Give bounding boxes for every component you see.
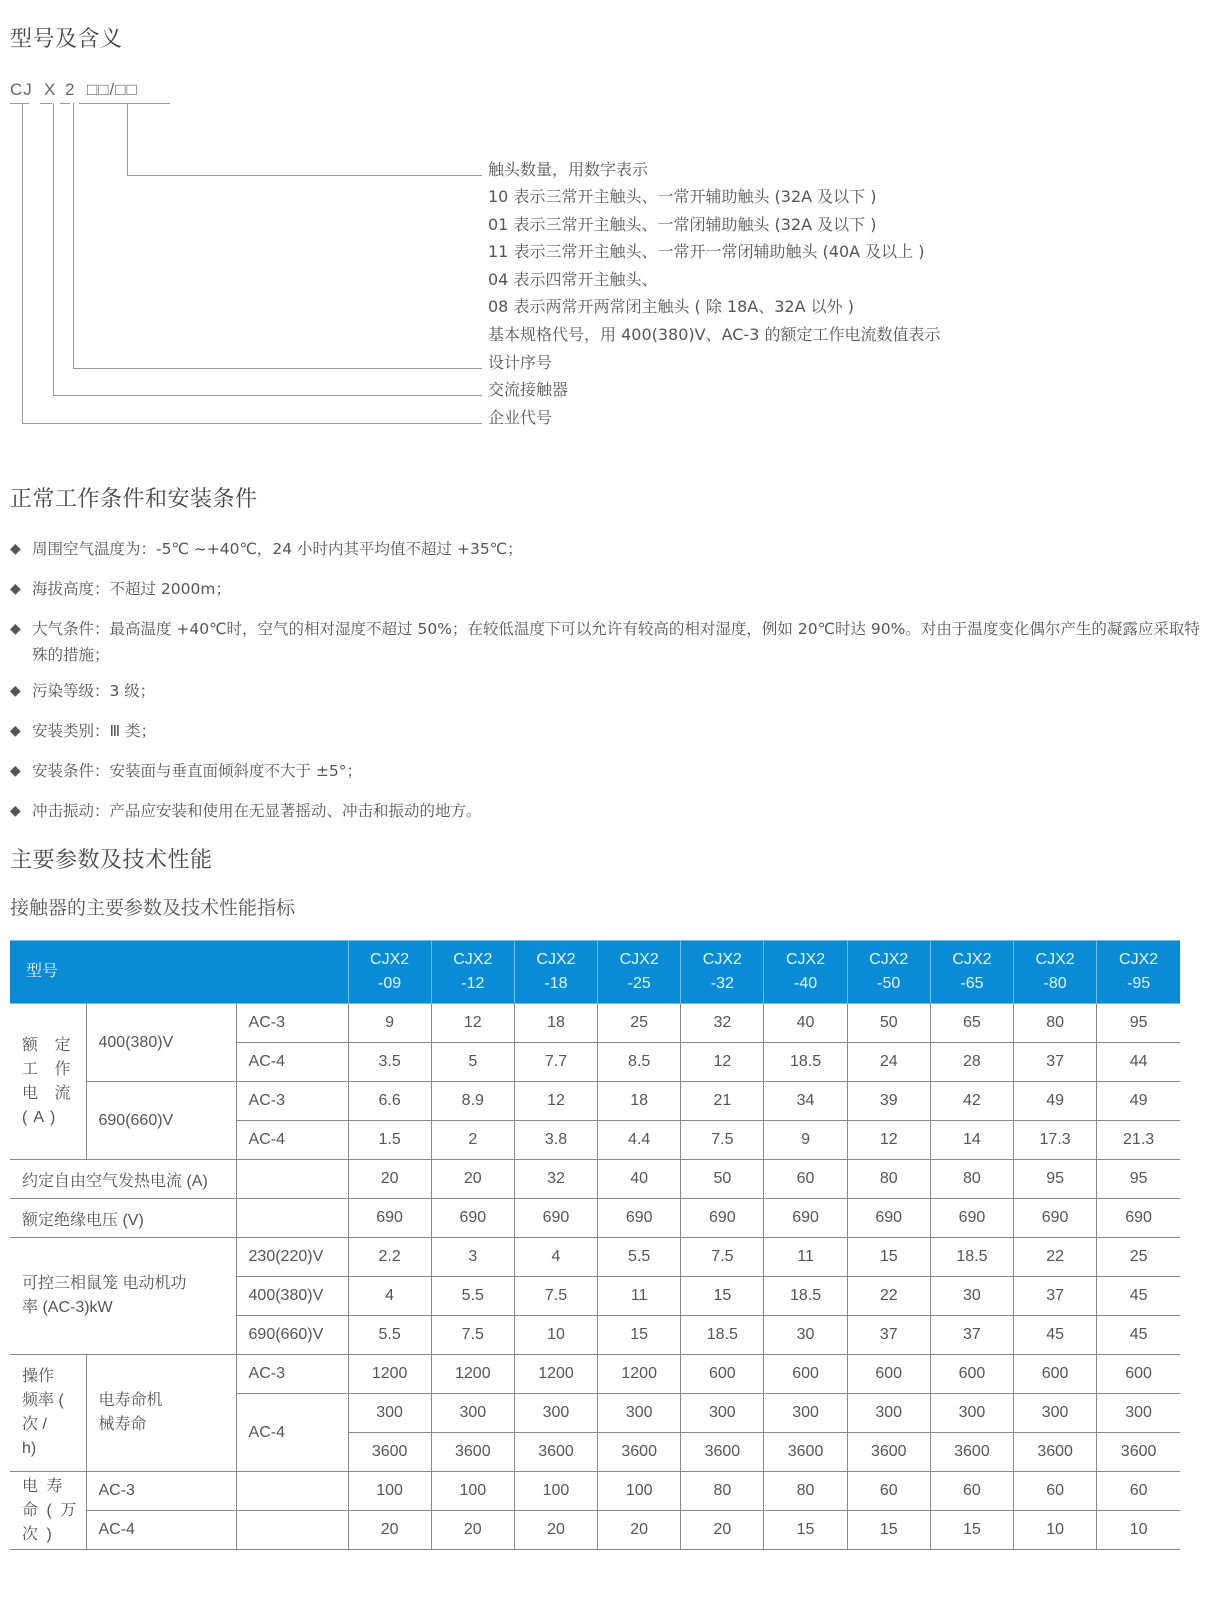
value-cell: 18.5 [764, 1277, 847, 1316]
voltage-cell: 230(220)V [236, 1238, 348, 1277]
value-cell: 20 [598, 1511, 681, 1550]
value-cell: 3600 [930, 1433, 1013, 1472]
model-series: CJX2 [453, 951, 493, 968]
diamond-bullet-icon: ◆ [10, 683, 21, 699]
value-cell: 21 [681, 1082, 764, 1121]
value-cell: 20 [431, 1160, 514, 1199]
value-cell: 100 [431, 1472, 514, 1511]
table-row [10, 1004, 1180, 1043]
value-cell: 18.5 [764, 1043, 847, 1082]
value-cell: 3.8 [514, 1121, 597, 1160]
leader-2-h [73, 368, 482, 369]
value-cell: 3600 [1014, 1433, 1097, 1472]
value-cell: 15 [847, 1238, 930, 1277]
value-cell: 28 [930, 1043, 1013, 1082]
value-cell: 7.5 [431, 1316, 514, 1355]
value-cell: 22 [1014, 1238, 1097, 1277]
value-cell: 25 [598, 1004, 681, 1043]
voltage-cell: 690(660)V [236, 1316, 348, 1355]
list-item: ◆ 海拔高度：不超过 2000m； [10, 576, 1200, 602]
value-cell: 300 [764, 1394, 847, 1433]
value-cell: 600 [1014, 1355, 1097, 1394]
value-cell: 4 [348, 1277, 431, 1316]
value-cell: 25 [1097, 1238, 1180, 1277]
value-cell: 22 [847, 1277, 930, 1316]
header-model-12 [431, 941, 514, 1004]
value-cell: 37 [930, 1316, 1013, 1355]
value-cell: 60 [764, 1160, 847, 1199]
desc-base-spec: 基本规格代号，用 400(380)V、AC-3 的额定工作电流数值表示 [488, 325, 941, 344]
value-cell: 300 [514, 1394, 597, 1433]
header-model-80 [1014, 941, 1097, 1004]
row-label-insulation-voltage: 额定绝缘电压 (V) [10, 1199, 236, 1238]
voltage-400: 400(380)V [86, 1004, 236, 1082]
row-label-thermal-current: 约定自由空气发热电流 (A) [10, 1160, 236, 1199]
desc-company-code: 企业代号 [488, 408, 553, 427]
model-size: -09 [378, 975, 402, 992]
code-cj: CJ [10, 80, 33, 99]
model-series: CJX2 [952, 951, 992, 968]
leader-boxes-h [127, 175, 482, 176]
value-cell: 49 [1014, 1082, 1097, 1121]
value-cell: 11 [598, 1277, 681, 1316]
value-cell: 4 [514, 1238, 597, 1277]
value-cell: 7.5 [514, 1277, 597, 1316]
empty-cell [236, 1160, 348, 1199]
value-cell: 3 [431, 1238, 514, 1277]
value-cell: 80 [930, 1160, 1013, 1199]
value-cell: 690 [1097, 1199, 1180, 1238]
diamond-bullet-icon: ◆ [10, 723, 21, 739]
value-cell: 5.5 [431, 1277, 514, 1316]
row-label-motor-power: 可控三相鼠笼 电动机功率 (AC-3)kW [10, 1238, 236, 1355]
value-cell: 30 [764, 1316, 847, 1355]
category-ac4: AC-4 [236, 1043, 348, 1082]
model-series: CJX2 [785, 951, 826, 968]
value-cell: 1200 [514, 1355, 597, 1394]
list-item: ◆ 冲击振动：产品应安装和使用在无显著摇动、冲击和振动的地方。 [10, 798, 1200, 824]
list-item: ◆ 大气条件：最高温度 +40℃时，空气的相对湿度不超过 50%；在较低温度下可以允许有较高的相对湿度，例如 20℃时达 90%。对由于温度变化偶尔产生的凝露应采取特殊的措施； [10, 616, 1200, 668]
value-cell: 37 [847, 1316, 930, 1355]
value-cell: 11 [764, 1238, 847, 1277]
model-size: -12 [461, 975, 485, 992]
value-cell: 3600 [431, 1433, 514, 1472]
value-cell: 690 [764, 1199, 847, 1238]
value-cell: 5 [431, 1043, 514, 1082]
value-cell: 690 [348, 1199, 431, 1238]
model-size: -50 [877, 975, 901, 992]
category-ac3: AC-3 [236, 1082, 348, 1121]
value-cell: 12 [514, 1082, 597, 1121]
diamond-bullet-icon: ◆ [10, 581, 21, 597]
diamond-bullet-icon: ◆ [10, 803, 21, 819]
category-ac4: AC-4 [86, 1511, 236, 1550]
value-cell: 3600 [681, 1433, 764, 1472]
value-cell: 32 [514, 1160, 597, 1199]
header-model-18 [514, 941, 597, 1004]
table-row [10, 1511, 1180, 1550]
voltage-690: 690(660)V [86, 1082, 236, 1160]
table-row [10, 1238, 1180, 1277]
value-cell: 10 [514, 1316, 597, 1355]
value-cell: 15 [930, 1511, 1013, 1550]
table-row [10, 1160, 1180, 1199]
value-cell: 3600 [348, 1433, 431, 1472]
category-ac4: AC-4 [236, 1394, 348, 1472]
value-cell: 2 [431, 1121, 514, 1160]
value-cell: 20 [514, 1511, 597, 1550]
value-cell: 39 [847, 1082, 930, 1121]
value-cell: 3600 [847, 1433, 930, 1472]
section-title-parameters: 主要参数及技术性能 [10, 848, 213, 873]
value-cell: 600 [847, 1355, 930, 1394]
desc-08: 08 表示两常开两常闭主触头 ( 除 18A、32A 以外 ) [488, 297, 854, 316]
value-cell: 18 [514, 1004, 597, 1043]
value-cell: 80 [847, 1160, 930, 1199]
category-ac3: AC-3 [86, 1472, 236, 1511]
leader-2-v [73, 103, 74, 369]
value-cell: 34 [764, 1082, 847, 1121]
model-size: -32 [710, 975, 734, 992]
value-cell: 45 [1097, 1277, 1180, 1316]
conditions-list [10, 536, 1200, 838]
value-cell: 9 [348, 1004, 431, 1043]
value-cell: 1200 [598, 1355, 681, 1394]
underline-boxes [79, 103, 170, 104]
empty-cell [236, 1472, 348, 1511]
value-cell: 10 [1097, 1511, 1180, 1550]
value-cell: 100 [598, 1472, 681, 1511]
value-cell: 45 [1014, 1316, 1097, 1355]
desc-design-no: 设计序号 [488, 353, 553, 372]
value-cell: 690 [930, 1199, 1013, 1238]
header-model-95 [1097, 941, 1180, 1004]
value-cell: 45 [1097, 1316, 1180, 1355]
header-model-32 [681, 941, 764, 1004]
diamond-bullet-icon: ◆ [10, 621, 21, 637]
leader-x-v [53, 103, 54, 396]
header-model-40 [764, 941, 847, 1004]
model-series: CJX2 [1119, 951, 1159, 968]
model-size: -95 [1127, 975, 1151, 992]
life-label: 电寿命机 械寿命 [86, 1355, 236, 1472]
value-cell: 7.5 [681, 1238, 764, 1277]
value-cell: 14 [930, 1121, 1013, 1160]
model-series: CJX2 [702, 951, 742, 968]
value-cell: 50 [681, 1160, 764, 1199]
table-subtitle: 接触器的主要参数及技术性能指标 [10, 897, 296, 919]
value-cell: 3.5 [348, 1043, 431, 1082]
value-cell: 15 [847, 1511, 930, 1550]
value-cell: 10 [1014, 1511, 1097, 1550]
value-cell: 7.7 [514, 1043, 597, 1082]
value-cell: 3600 [598, 1433, 681, 1472]
value-cell: 32 [681, 1004, 764, 1043]
header-model-50 [847, 941, 930, 1004]
value-cell: 300 [1014, 1394, 1097, 1433]
value-cell: 600 [764, 1355, 847, 1394]
value-cell: 100 [514, 1472, 597, 1511]
value-cell: 17.3 [1014, 1121, 1097, 1160]
desc-10: 10 表示三常开主触头、一常开辅助触头 (32A 及以下 ) [488, 187, 877, 206]
list-item: ◆ 安装类别：Ⅲ 类； [10, 718, 1200, 744]
table-row [10, 1082, 1180, 1121]
value-cell: 1200 [431, 1355, 514, 1394]
underline-x [40, 103, 52, 104]
value-cell: 690 [431, 1199, 514, 1238]
desc-01: 01 表示三常开主触头、一常闭辅助触头 (32A 及以下 ) [488, 215, 877, 234]
header-model-09 [348, 941, 431, 1004]
table-row [10, 1199, 1180, 1238]
table-header-row [10, 941, 1180, 1004]
category-ac4: AC-4 [236, 1121, 348, 1160]
row-label-electrical-life: 电 寿 命 ( 万次 ) [10, 1472, 86, 1550]
section-title-conditions: 正常工作条件和安装条件 [10, 487, 258, 512]
value-cell: 80 [1014, 1004, 1097, 1043]
value-cell: 40 [598, 1160, 681, 1199]
value-cell: 37 [1014, 1277, 1097, 1316]
value-cell: 18.5 [681, 1316, 764, 1355]
value-cell: 15 [764, 1511, 847, 1550]
model-series: CJX2 [370, 951, 410, 968]
leader-cj-h [22, 423, 482, 424]
value-cell: 60 [1014, 1472, 1097, 1511]
value-cell: 20 [681, 1511, 764, 1550]
model-size: -25 [627, 975, 651, 992]
value-cell: 49 [1097, 1082, 1180, 1121]
value-cell: 15 [681, 1277, 764, 1316]
header-model-label: 型号 [10, 941, 348, 1004]
header-model-65 [930, 941, 1013, 1004]
value-cell: 5.5 [598, 1238, 681, 1277]
value-cell: 6.6 [348, 1082, 431, 1121]
value-cell: 37 [1014, 1043, 1097, 1082]
code-x: X [44, 80, 57, 99]
value-cell: 8.5 [598, 1043, 681, 1082]
value-cell: 7.5 [681, 1121, 764, 1160]
underline-2 [60, 103, 70, 104]
desc-11: 11 表示三常开主触头、一常开一常闭辅助触头 (40A 及以上 ) [488, 242, 925, 261]
value-cell: 80 [681, 1472, 764, 1511]
value-cell: 12 [431, 1004, 514, 1043]
value-cell: 12 [681, 1043, 764, 1082]
underline-cj [10, 103, 29, 104]
desc-04: 04 表示四常开主触头、 [488, 270, 658, 289]
value-cell: 50 [847, 1004, 930, 1043]
row-label-rated-current: 额 定 工 作 电 流 (A) [10, 1004, 86, 1160]
value-cell: 42 [930, 1082, 1013, 1121]
value-cell: 690 [847, 1199, 930, 1238]
voltage-cell: 400(380)V [236, 1277, 348, 1316]
model-series: CJX2 [869, 951, 909, 968]
value-cell: 40 [764, 1004, 847, 1043]
model-size: -65 [960, 975, 984, 992]
section-title-model-meaning: 型号及含义 [10, 27, 123, 52]
desc-contacts: 触头数量，用数字表示 [488, 160, 649, 179]
list-item: ◆ 安装条件：安装面与垂直面倾斜度不大于 ±5°； [10, 758, 1200, 784]
model-series: CJX2 [536, 951, 576, 968]
value-cell: 95 [1097, 1004, 1180, 1043]
value-cell: 15 [598, 1316, 681, 1355]
value-cell: 12 [847, 1121, 930, 1160]
value-cell: 60 [847, 1472, 930, 1511]
table-row [10, 1472, 1180, 1511]
value-cell: 300 [681, 1394, 764, 1433]
value-cell: 300 [348, 1394, 431, 1433]
list-item: ◆ 污染等级：3 级； [10, 678, 1200, 704]
value-cell: 300 [431, 1394, 514, 1433]
value-cell: 21.3 [1097, 1121, 1180, 1160]
table-row [10, 1355, 1180, 1394]
value-cell: 4.4 [598, 1121, 681, 1160]
value-cell: 690 [514, 1199, 597, 1238]
value-cell: 30 [930, 1277, 1013, 1316]
value-cell: 600 [930, 1355, 1013, 1394]
value-cell: 95 [1014, 1160, 1097, 1199]
leader-boxes-v [127, 103, 128, 176]
value-cell: 300 [1097, 1394, 1180, 1433]
value-cell: 100 [348, 1472, 431, 1511]
value-cell: 3600 [764, 1433, 847, 1472]
model-size: -40 [793, 975, 818, 992]
model-size: -18 [544, 975, 568, 992]
value-cell: 1200 [348, 1355, 431, 1394]
spec-table [10, 940, 1180, 1550]
code-2: 2 [65, 80, 76, 99]
value-cell: 8.9 [431, 1082, 514, 1121]
leader-x-h [53, 395, 482, 396]
value-cell: 690 [681, 1199, 764, 1238]
value-cell: 20 [431, 1511, 514, 1550]
value-cell: 60 [930, 1472, 1013, 1511]
value-cell: 18.5 [930, 1238, 1013, 1277]
value-cell: 300 [847, 1394, 930, 1433]
value-cell: 3600 [514, 1433, 597, 1472]
value-cell: 300 [930, 1394, 1013, 1433]
empty-cell [236, 1511, 348, 1550]
desc-ac-contactor: 交流接触器 [488, 380, 569, 399]
list-item: ◆ 周围空气温度为：-5℃ ~+40℃，24 小时内其平均值不超过 +35℃； [10, 536, 1200, 562]
value-cell: 300 [598, 1394, 681, 1433]
value-cell: 24 [847, 1043, 930, 1082]
value-cell: 1.5 [348, 1121, 431, 1160]
value-cell: 20 [348, 1511, 431, 1550]
code-boxes: □□/□□ [87, 80, 138, 99]
value-cell: 2.2 [348, 1238, 431, 1277]
leader-cj-v [22, 103, 23, 424]
model-size: -80 [1043, 975, 1067, 992]
value-cell: 80 [764, 1472, 847, 1511]
row-label-operating-frequency: 操作 频率 ( 次 / h) [10, 1355, 86, 1472]
value-cell: 5.5 [348, 1316, 431, 1355]
category-ac3: AC-3 [236, 1004, 348, 1043]
header-model-25 [598, 941, 681, 1004]
value-cell: 9 [764, 1121, 847, 1160]
value-cell: 60 [1097, 1472, 1180, 1511]
diamond-bullet-icon: ◆ [10, 763, 21, 779]
value-cell: 95 [1097, 1160, 1180, 1199]
diamond-bullet-icon: ◆ [10, 541, 21, 557]
value-cell: 18 [598, 1082, 681, 1121]
category-ac3: AC-3 [236, 1355, 348, 1394]
value-cell: 65 [930, 1004, 1013, 1043]
value-cell: 600 [1097, 1355, 1180, 1394]
value-cell: 3600 [1097, 1433, 1180, 1472]
value-cell: 44 [1097, 1043, 1180, 1082]
model-series: CJX2 [619, 951, 659, 968]
value-cell: 600 [681, 1355, 764, 1394]
model-series: CJX2 [1035, 951, 1075, 968]
empty-cell [236, 1199, 348, 1238]
value-cell: 690 [1014, 1199, 1097, 1238]
value-cell: 20 [348, 1160, 431, 1199]
value-cell: 690 [598, 1199, 681, 1238]
